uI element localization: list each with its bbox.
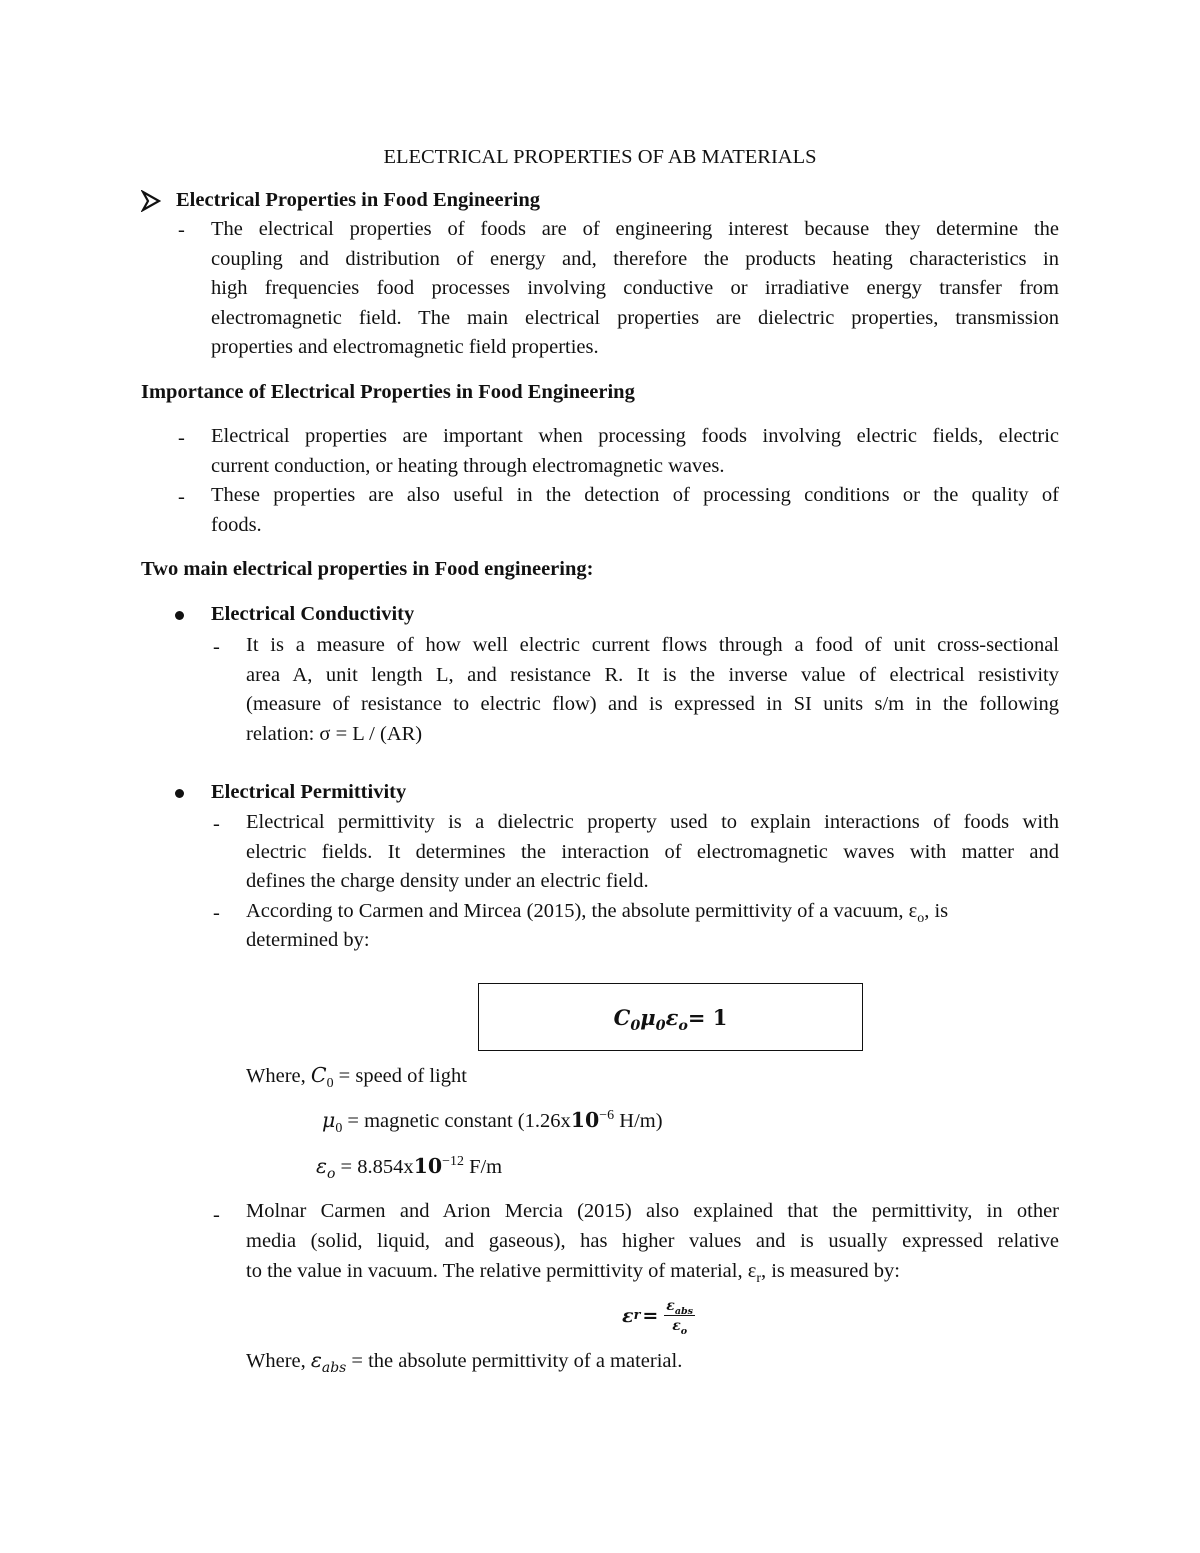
section2-item1 xyxy=(211,422,1059,481)
text-run: Where, xyxy=(246,1350,311,1372)
eq-eps: ε xyxy=(665,1004,679,1030)
text-line: current conduction, or heating through electromagnetic waves. xyxy=(211,454,725,477)
text-run: = the absolute permittivity of a material. xyxy=(346,1350,683,1372)
denominator xyxy=(672,1316,688,1337)
section1-heading: Electrical Properties in Food Engineering xyxy=(176,189,541,211)
text-line: Electrical properties are important when processing foods involving electric fields, electric xyxy=(211,425,1059,447)
text-line: It is a measure of how well electric current flows through a food of unit cross-sectional xyxy=(246,634,1059,656)
dash-bullet: - xyxy=(213,902,220,924)
text-line: Electrical permittivity is a dielectric property used to explain interactions of foods with xyxy=(246,811,1059,833)
eq-c-sub: 0 xyxy=(630,1017,641,1034)
eq-mu-sub: 0 xyxy=(655,1017,666,1034)
text-line: coupling and distribution of energy and, therefore the products heating characteristics in xyxy=(211,247,1059,270)
superscript: −12 xyxy=(442,1154,464,1170)
text-line: electromagnetic field. The main electrical properties are dielectric properties, transmission xyxy=(211,306,1059,329)
section2-heading: Importance of Electrical Properties in Food Engineering xyxy=(141,381,635,403)
symbol: C xyxy=(310,1063,327,1087)
dash-bullet: - xyxy=(213,813,220,835)
arrow-bullet-icon xyxy=(141,190,161,212)
dash-bullet: - xyxy=(178,219,185,241)
symbol: μ xyxy=(322,1108,336,1132)
subscript: o xyxy=(917,911,925,927)
subscript: 0 xyxy=(335,1121,343,1137)
where-magnetic-constant xyxy=(322,1108,663,1137)
text-line: (measure of resistance to electric flow) and is expressed in SI units s/m in the following xyxy=(246,693,1059,715)
symbol: ε xyxy=(316,1154,328,1178)
relative-permittivity-equation: ε r = $\frac{\varepsilon_{abs}}{\varepsilon_o}$ xyxy=(622,1298,693,1337)
symbol: ε xyxy=(310,1348,322,1372)
text-line: These properties are also useful in the detection of processing conditions or the quality of xyxy=(211,484,1059,506)
superscript: −6 xyxy=(599,1108,615,1124)
text-line: high frequencies food processes involving conductive or irradiative energy transfer from xyxy=(211,277,1059,299)
subscript: r xyxy=(756,1271,761,1287)
text-line: relation: σ = L / (AR) xyxy=(246,722,423,745)
text-line: electric fields. It determines the interaction of electromagnetic waves with matter and xyxy=(246,840,1059,863)
round-bullet-icon xyxy=(175,611,184,620)
text-run: = speed of light xyxy=(333,1065,467,1087)
text-line: area A, unit length L, and resistance R. It is the inverse value of electrical resistivity xyxy=(246,663,1059,686)
section2-item2 xyxy=(211,481,1059,540)
section1-paragraph xyxy=(211,215,1059,363)
power-base: 10 xyxy=(570,1108,600,1132)
text-run: = magnetic constant (1.26x xyxy=(342,1110,571,1132)
permittivity-item2-line2: determined by: xyxy=(246,929,370,951)
text-run: According to Carmen and Mircea (2015), the absolute permittivity of a vacuum, ε xyxy=(246,900,918,922)
permittivity-item2-line1 xyxy=(246,900,949,927)
text-run: Where, xyxy=(246,1065,311,1087)
permittivity-item3 xyxy=(246,1197,1059,1256)
power-base: 10 xyxy=(413,1154,443,1178)
dash-bullet: - xyxy=(213,636,220,658)
num-sym: ε xyxy=(666,1298,675,1314)
subscript: 0 xyxy=(326,1076,334,1092)
equation xyxy=(613,1004,728,1034)
text-line: media (solid, liquid, and gaseous), has higher values and is usually expressed relative xyxy=(246,1229,1059,1252)
eq-eps-sub: o xyxy=(678,1017,688,1034)
eq-lhs: ε xyxy=(622,1305,634,1327)
where-vacuum-permittivity xyxy=(316,1154,503,1183)
eq-rhs: = 1 xyxy=(687,1004,728,1030)
text-line: Molnar Carmen and Arion Mercia (2015) also explained that the permittivity, in other xyxy=(246,1200,1059,1222)
permittivity-item3-line3 xyxy=(246,1260,900,1287)
round-bullet-icon xyxy=(175,789,184,798)
den-sym: ε xyxy=(672,1318,681,1334)
dash-bullet: - xyxy=(213,1204,220,1226)
conductivity-heading: Electrical Conductivity xyxy=(211,603,415,625)
equation-box xyxy=(478,983,863,1051)
text-line: foods. xyxy=(211,513,262,536)
text-line: The electrical properties of foods are of engineering interest because they determine the xyxy=(211,218,1059,240)
text-run: = 8.854x xyxy=(335,1156,414,1178)
page-title: ELECTRICAL PROPERTIES OF AB MATERIALS xyxy=(383,146,817,168)
eq-c: C xyxy=(613,1004,631,1030)
dash-bullet: - xyxy=(178,486,185,508)
subscript: o xyxy=(327,1166,336,1183)
text-run: F/m xyxy=(463,1156,503,1178)
eq-mu: μ xyxy=(640,1004,656,1030)
fraction xyxy=(664,1298,695,1337)
numerator xyxy=(664,1298,695,1316)
conductivity-paragraph xyxy=(246,631,1059,749)
dash-bullet: - xyxy=(178,427,185,449)
eq-sign: = xyxy=(642,1305,659,1327)
section3-heading: Two main electrical properties in Food engineering: xyxy=(141,558,594,580)
permittivity-item1 xyxy=(246,808,1059,897)
where-absolute-permittivity xyxy=(246,1348,683,1377)
num-sub: abs xyxy=(674,1305,693,1317)
subscript: abs xyxy=(321,1360,347,1377)
text-run: to the value in vacuum. The relative permittivity of material, ε xyxy=(246,1260,757,1282)
text-line: defines the charge density under an electric field. xyxy=(246,870,649,892)
text-run: , is measured by: xyxy=(760,1260,900,1282)
permittivity-heading: Electrical Permittivity xyxy=(211,781,407,803)
text-run: H/m) xyxy=(614,1110,663,1132)
text-run: , is xyxy=(924,900,949,922)
text-line: properties and electromagnetic field properties. xyxy=(211,336,599,358)
where-speed-of-light xyxy=(246,1063,467,1092)
den-sub: o xyxy=(680,1325,688,1337)
